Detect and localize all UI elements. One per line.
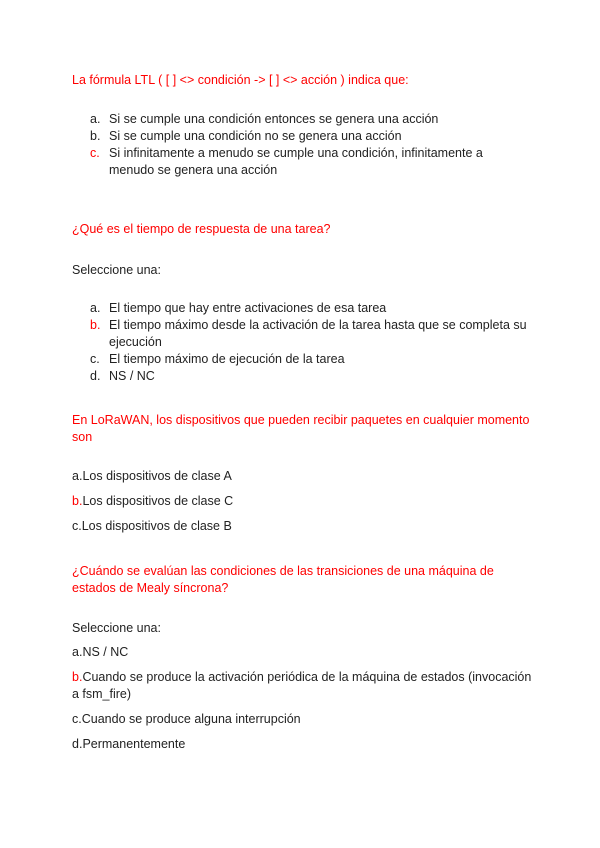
- option-marker: a.: [72, 469, 83, 483]
- option-text: Si infinitamente a menudo se cumple una condición, infinitamente a menudo se genera una acción: [109, 146, 483, 177]
- q4-option-d: [72, 736, 532, 753]
- option-text: Los dispositivos de clase B: [81, 519, 232, 533]
- q3-option-a: [72, 468, 532, 485]
- option-text: Si se cumple una condición no se genera una acción: [109, 129, 402, 143]
- select-prompt: Seleccione una:: [72, 263, 161, 277]
- q1-option-a: [90, 111, 530, 128]
- option-text: Cuando se produce alguna interrupción: [81, 712, 301, 726]
- q3-option-c: [72, 518, 532, 535]
- q4-option-b: [72, 669, 532, 703]
- option-text: NS / NC: [82, 645, 129, 659]
- option-marker: c.: [72, 712, 82, 726]
- option-marker: c.: [72, 519, 82, 533]
- question-3: En LoRaWAN, los dispositivos que pueden recibir paquetes en cualquier momento son: [72, 413, 530, 444]
- option-marker: d.: [90, 369, 101, 383]
- option-text: Cuando se produce la activación periódica de la máquina de estados (invocación a fsm_fire): [72, 670, 532, 701]
- q2-option-c: [90, 351, 530, 368]
- option-text: Los dispositivos de clase C: [82, 494, 234, 508]
- option-text: El tiempo que hay entre activaciones de esa tarea: [109, 301, 387, 315]
- q2-option-d: [90, 368, 530, 385]
- q2-option-b: [90, 317, 530, 349]
- q2-option-a: [90, 300, 530, 317]
- option-marker: d.: [72, 737, 83, 751]
- option-marker: a.: [72, 645, 83, 659]
- option-text: NS / NC: [109, 369, 155, 383]
- question-2: ¿Qué es el tiempo de respuesta de una tarea?: [72, 222, 331, 236]
- option-text: Si se cumple una condición entonces se genera una acción: [109, 112, 439, 126]
- option-text: Permanentemente: [82, 737, 186, 751]
- option-text: El tiempo máximo de ejecución de la tarea: [109, 352, 345, 366]
- option-text: El tiempo máximo desde la activación de la tarea hasta que se completa su ejecución: [109, 318, 527, 349]
- option-marker: b.: [72, 494, 83, 508]
- option-marker: b.: [72, 670, 83, 684]
- question-4: ¿Cuándo se evalúan las condiciones de las transiciones de una máquina de estados de Mealy síncrona?: [72, 564, 494, 595]
- option-marker: b.: [90, 129, 101, 143]
- option-marker: b.: [90, 318, 101, 332]
- q1-option-b: [90, 128, 530, 145]
- q4-option-c: [72, 711, 532, 728]
- option-marker: c.: [90, 146, 100, 160]
- select-prompt: Seleccione una:: [72, 621, 161, 635]
- q4-option-a: [72, 644, 532, 661]
- q1-option-c: [90, 145, 530, 177]
- option-marker: a.: [90, 112, 101, 126]
- option-marker: a.: [90, 301, 101, 315]
- option-marker: c.: [90, 352, 100, 366]
- option-text: Los dispositivos de clase A: [82, 469, 232, 483]
- question-1: La fórmula LTL ( [ ] <> condición -> [ ] <> acción ) indica que:: [72, 73, 409, 87]
- q3-option-b: [72, 493, 532, 510]
